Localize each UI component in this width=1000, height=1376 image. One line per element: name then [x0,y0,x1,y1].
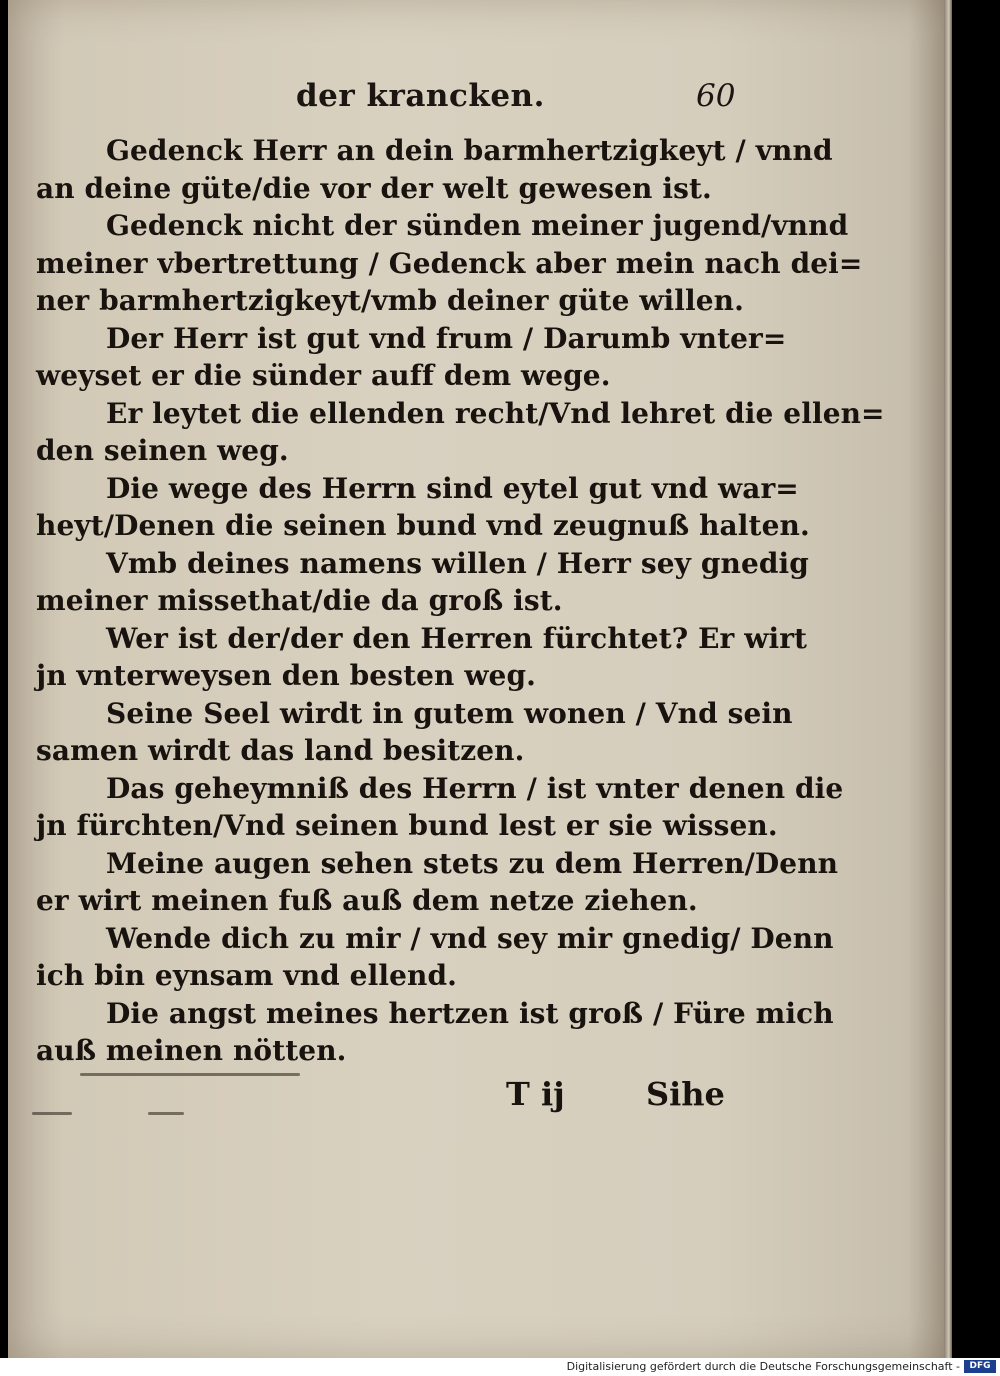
page-edge [944,0,952,1358]
dfg-logo: DFG [964,1360,996,1373]
verse-line: Die angst meines hertzen ist groß / Füre mich [106,996,834,1030]
verse-line: Der Herr ist gut vnd frum / Darumb vnter= [106,321,787,355]
verse-line: Seine Seel wirdt in gutem wonen / Vnd sein [106,696,793,730]
verse [36,545,809,620]
verse [36,470,810,545]
verse-line: Die wege des Herrn sind eytel gut vnd war= [106,471,799,505]
verse-line: meiner vbertrettung / Gedenck aber mein nach dei= [36,246,863,280]
verse-line: auß meinen nötten. [36,1034,347,1067]
verse-line: ich bin eynsam vnd ellend. [36,959,457,992]
verse-line: jn vnterweysen den besten weg. [36,659,536,692]
verse [36,995,834,1070]
verse [36,395,885,470]
verse-line: den seinen weg. [36,434,289,467]
verse [36,770,844,845]
catchword-row [498,1075,738,1117]
signature-mark: T ij [506,1075,565,1113]
verse [36,845,839,920]
verse [36,695,793,770]
verse-line: Meine augen sehen stets zu dem Herren/Denn [106,846,839,880]
verse-line: Das geheymniß des Herrn / ist vnter denen die [106,771,844,805]
smudge-mark [32,1112,72,1115]
smudge-mark [148,1112,184,1115]
verse-line: Gedenck nicht der sünden meiner jugend/vnnd [106,209,849,242]
verse-line: Wer ist der/der den Herren fürchtet? Er wirt [106,621,808,655]
verse-line: Er leytet die ellenden recht/Vnd lehret die ellen= [106,396,885,430]
verse-line: Gedenck Herr an dein barmhertzigkeyt / vnnd [106,134,833,167]
verse [36,207,863,320]
verse-line: er wirt meinen fuß auß dem netze ziehen. [36,884,698,917]
funding-credit: Digitalisierung gefördert durch die Deutsche Forschungsgemeinschaft - [566,1360,960,1373]
verse [36,920,834,995]
verse [36,320,787,395]
verse-line: Wende dich zu mir / vnd sey mir gnedig/ Denn [106,921,834,955]
verse-line: ner barmhertzigkeyt/vmb deiner güte willen. [36,284,744,317]
verse-line: meiner missethat/die da groß ist. [36,584,563,617]
catchword: Sihe [646,1075,725,1113]
book-page [8,0,946,1358]
verse-line: Vmb deines namens willen / Herr sey gnedig [106,546,809,580]
verse-line: samen wirdt das land besitzen. [36,734,525,767]
running-head: der krancken. [296,78,545,114]
verse [36,132,833,207]
verse-line: jn fürchten/Vnd seinen bund lest er sie wissen. [36,809,778,842]
verse-line: heyt/Denen die seinen bund vnd zeugnuß halten. [36,509,810,542]
footer-bar [0,1358,1000,1376]
page-number: 60 [696,78,736,114]
body-text [36,132,885,1070]
smudge-mark [80,1073,300,1076]
verse-line: weyset er die sünder auff dem wege. [36,359,611,392]
page-header [288,78,748,118]
verse [36,620,808,695]
verse-line: an deine güte/die vor der welt gewesen ist. [36,171,712,205]
